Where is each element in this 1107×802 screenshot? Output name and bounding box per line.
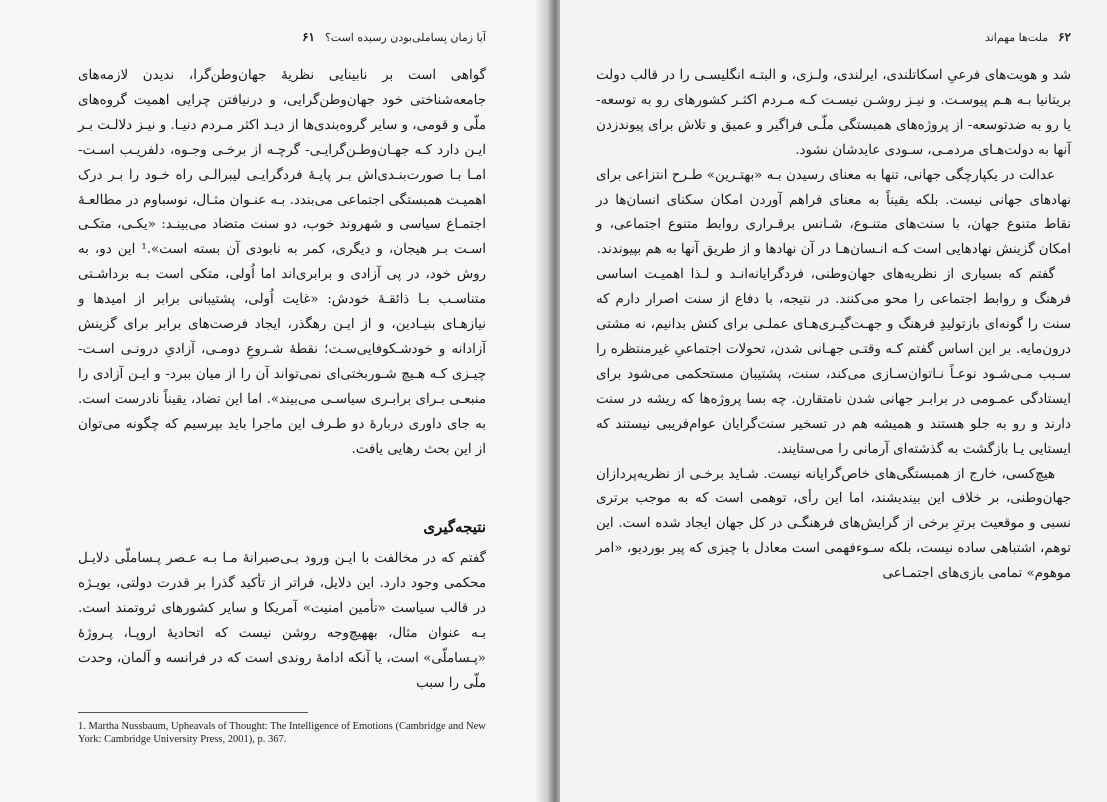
right-page-number: ۶۲: [1058, 30, 1071, 44]
right-paragraph-3: گفتم که بسیاری از نظریه‌های جهان‌وطنی، فردگرایانه‌انـد و لـذا اهمیـت اساسی فرهنگ و روابط اجتماعی را محو می‌کنند. در نتیجه، با دفاع از سنت اصرار دارم که سنت را گونه‌ای بازتولیدِ فرهنگ و جهـت‌گیـری‌هـای عملـی برای کنش بدانیم، نه مشتی درون‌مایه. بر این اساس گفتم کـه وقتـی جهـانی شدن، تحولات اجتماعیِ غیرمنتظره را سـبب مـی‌شـود نوعـاً نـاتوان‌سـازی می‌کند، سنت، پشتیبان مستحکمی می‌شود برای ایستادگی عمـومی در برابـر جهانی شدن نامتقارن. چه بسا پروژه‌ها که ریشه در سنت دارند و رو به جلو هستند و همیشه هم در تسخیر سنت‌گرایان عوام‌فریبی نیستند که ایستایی یـا بازگشت به گذشته‌ای آرمانی را می‌ستایند.: [596, 267, 1071, 457]
conclusion-paragraph: گفتم که در مخالفت با ایـن ورود بـی‌صبرانهٔ مـا بـه عـصر پـساملّی دلایـل محکمی وجود دارد. این دلایل، فراتر از تأکید گذرا بر قدرت دولتی، بویـژه در قالب سیاست «تأمین امنیت» آمریکا و سایر کشورهای ثروتمند است. بـه عنوان مثال، بههیچ‌وجه روشن نیست که اتحادیهٔ اروپـا، پـروژهٔ «پـساملّی» است، یا آنکه ادامهٔ روندی است که در فرانسه و آلمان، وحدت ملّی را سبب: [78, 551, 486, 691]
left-page-header: [302, 30, 486, 44]
right-paragraph-2: عدالت در یکپارچگی جهانی، تنها به معنای رسیدن بـه «بهتـرین» طـرح انتزاعی برای نهادهای جهانی نیست. بلکه یقیناً به معنای فراهم آوردن امکان سکنای انسان‌ها در نقاط متنوع جهان، با سنت‌های متنـوع، شـانس برقـراری روابط متنوع اجتماعی، و امکان گزینش نهادهایی است کـه انـسان‌هـا در آن نهادها و از طریق آنها به هم بپیوندند.: [596, 167, 1071, 258]
section-heading: نتیجه‌گیری: [423, 518, 486, 536]
right-page: [560, 0, 1107, 802]
footnote-rule: [78, 712, 308, 713]
left-page-number: ۶۱: [302, 30, 315, 44]
right-paragraph-1: شد و هویت‌های فرعیِ اسکاتلندی، ایرلندی، ولـزی، و البتـه انگلیسـی را در قالب دولت بریتانیا بـه هـم پیوسـت. و نیـز روشـن نیسـت کـه مـردم اکثـر کشورهای رو به توسعه- یا رو به ضدتوسعه- از پروژه‌های همبستگی ملّـی فراگیر و عمیق و تلاش برای پیوندزدن آنها به دولت‌هـای مردمـی، سـودی عایدشان نشود.: [596, 68, 1071, 158]
left-body-text: [78, 64, 486, 463]
right-paragraph-4: هیچ‌کسی، خارج از همبستگی‌های خاص‌گرایانه نیست. شـاید برخـی از نظریه‌پردازان جهان‌وطنی، بر خلاف این بیندیشند، اما این رأی، توهمی است که به موجب برتری نسبی و موقعیت برترِ برخی از گرایش‌های فرهنگـی در کل جهان ایجاد شده است. این توهم، اشتباهی ساده نیست، بلکه سـوءفهمی است معادل با چیزی که پیر بوردیو، «امر موهوم» تمامی بازی‌های اجتمـاعی: [596, 466, 1071, 582]
left-page: [0, 0, 548, 802]
right-page-header: [985, 30, 1071, 44]
right-body-text: [596, 64, 1071, 587]
left-paragraph: گواهی است بر نابینایی نظریهٔ جهان‌وطن‌گرا، ندیدن لازمه‌های جامعه‌شناختی خود جهان‌وطن‌گرایی، و درنیافتن چرایی اهمیت گروه‌های ملّی و قومی، و سایر گروه‌بندی‌ها از دیـد اکثر مـردم دنیـا. و نیـز دلالـت بـر ایـن دارد کـه جهـان‌وطـن‌گرایـی- گرچـه از برخـی وجـوه، دلفریـب اسـت- امـا بـا صورت‌بنـدی‌اش بـر پایـهٔ فردگرایـی لیبرالـی راه خـود را بـر درک اهمیـت همبستگی اجتماعی می‌بندد. بـه عنـوان مثـال، نوسباوم در مطالعـهٔ اجتمـاع سیاسی و شهروند خوب، دو سنت متضاد می‌بینـد: «یکـی، متکـی اسـت بـر هیجان، و دیگری، کمر به نابودی آن بسته است».¹ این دو، به روش خود، در پی آزادی و برابری‌اند اما اُولی، متکی است بـه برداشـتی متناسـب بـا ذائقـهٔ خودش: «غایت اُولی، پشتیبانی برابر از امیدها و نیازهـای بنیـادین، و از ایـن رهگذر، ایجاد فرصت‌های برابر برای گزینش آزادانه و خودشـکوفایی‌سـت؛ نقطهٔ شـروعِ دومـی، آزادیِ درونـی اسـت- چیـزی کـه هـیچ شـوربختی‌ای نمی‌تواند آن را از میان ببرد- و ایـن آزادی را منبعـی بـرای برابـری سیاسـی می‌بیند». اما این تضاد، یقیناً نادرست است. به جای داوری دربارهٔ دو طـرف این ماجرا باید بپرسیم که چگونه می‌توان از این بحث رهایی یافت.: [78, 68, 486, 457]
left-header-title: آیا زمان پساملی‌بودن رسیده است؟: [324, 30, 486, 44]
right-header-title: ملت‌ها مهم‌اند: [984, 30, 1049, 44]
footnote: 1. Martha Nussbaum, Upheavals of Thought: The Intelligence of Emotions (Cambridge and New York: Cambridge University Press, 2001), p. 367.: [78, 721, 486, 745]
